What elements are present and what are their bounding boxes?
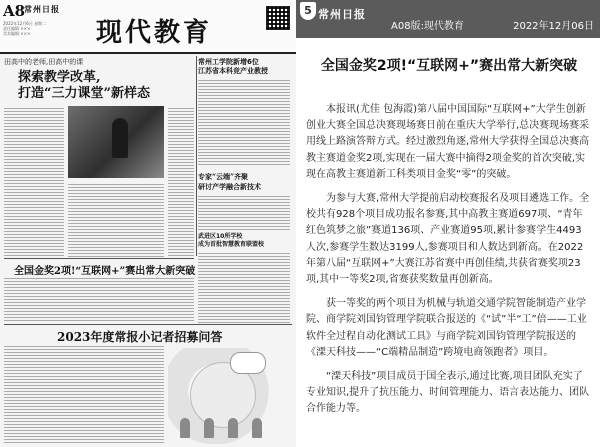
page-label: A8 [3,2,26,20]
article-title: 全国金奖2项!“互联网+”赛出常大新突破 [320,58,578,74]
page-number-badge[interactable]: 5 [300,2,316,20]
brand-logo: 常州日报 [318,8,366,21]
body-text-block [168,108,194,258]
body-text-block [198,253,290,323]
body-text-block [4,108,64,258]
second-headline[interactable]: 全国金奖2项!“互联网+”赛出常大新突破 [14,266,196,277]
article-paragraph: “溧天科技”项目成员于国全表示,通过比赛,项目团队充实了专业知识,提升了抗压能力、时间管理能力、语言表达能力、团队合作能力等。 [306,371,590,415]
lead-headline[interactable]: 探索教学改革, 打造“三力课堂”新样态 [18,70,150,101]
publication-date: 2022年12月06日 [513,21,594,32]
masthead-title: 现代教育 [96,18,213,48]
article-header-bar [296,0,600,38]
body-text-block [68,184,164,258]
article-paragraph: 本报讯(尤佳 包海霞)第八届中国国际“互联网+”大学生创新创业大赛全国总决赛现场赛日前在重庆大学举行,总决赛现场赛采用线上路演答辩方式。经过激烈角逐,常州大学获得全国总决赛高教主赛道金奖2项,实现在一届大赛中摘得2项金奖的首次突破,实现在高教主赛道新工科类项目金奖“零”的突破。 [306,104,590,180]
right-column-banner[interactable]: 专家“云端”齐聚 研讨产学融合新技术 [198,172,261,191]
article-paragraph: 获一等奖的两个项目为机械与轨道交通学院智能制造产业学院、商学院刘国钧管理学院联合报送的《“试”半“工”倍——工业软件全过程自动化测试工具》与商学院刘国钧管理学院报送的《溧天科技——“C端精品制造”跨境电商领跑者》项目。 [306,298,587,358]
qr-code-icon [266,6,290,30]
body-text-block [4,346,164,444]
child-figure [180,418,190,438]
article-paragraph: 为参与大赛,常州大学提前启动校赛报名及项目遴选工作。全校共有928个项目成功报名参赛,其中高教主赛道697项、“青年红色筑梦之旅”赛道136项、产业赛道95项,累计参赛学生4493人次,参赛学生数达3199人,参赛项目和人数达到新高。在2022年第八届“互联网+”大赛江苏省赛中再创佳绩,共获省赛奖项23项,其中一等奖2项,省赛获奖数量再创新高。 [306,193,590,286]
child-figure [228,418,238,438]
section-label: A08版:现代教育 [391,21,464,32]
story-divider [4,258,194,259]
classroom-photo [68,106,164,178]
body-text-block [198,196,290,230]
masthead [0,0,296,54]
speech-bubble-icon [230,352,266,374]
newspaper-logo: 常州日报 [24,5,60,14]
child-figure [204,418,214,438]
newspaper-page-thumbnail[interactable] [0,0,297,447]
right-column-subhead[interactable]: 武进区10所学校 成为首批智慧教育联盟校 [198,233,265,248]
article-panel [296,0,600,447]
article-body [306,102,590,426]
body-text-block [198,80,290,166]
child-figure [252,418,262,438]
story-divider [4,324,292,325]
right-column-headline[interactable]: 常州工学院新增6位 江苏省本科竞产业教授 [198,58,268,75]
masthead-meta: 2022年12月6日 星期二 责任编辑 ××× 美术编辑 ××× [3,21,47,36]
column-divider [196,56,197,256]
body-text-block [4,278,194,322]
kicker-text: 田高中的老师,田高中的课 [4,58,84,66]
recruitment-illustration [168,348,286,444]
third-headline[interactable]: 2023年度常报小记者招募问答 [57,330,223,344]
